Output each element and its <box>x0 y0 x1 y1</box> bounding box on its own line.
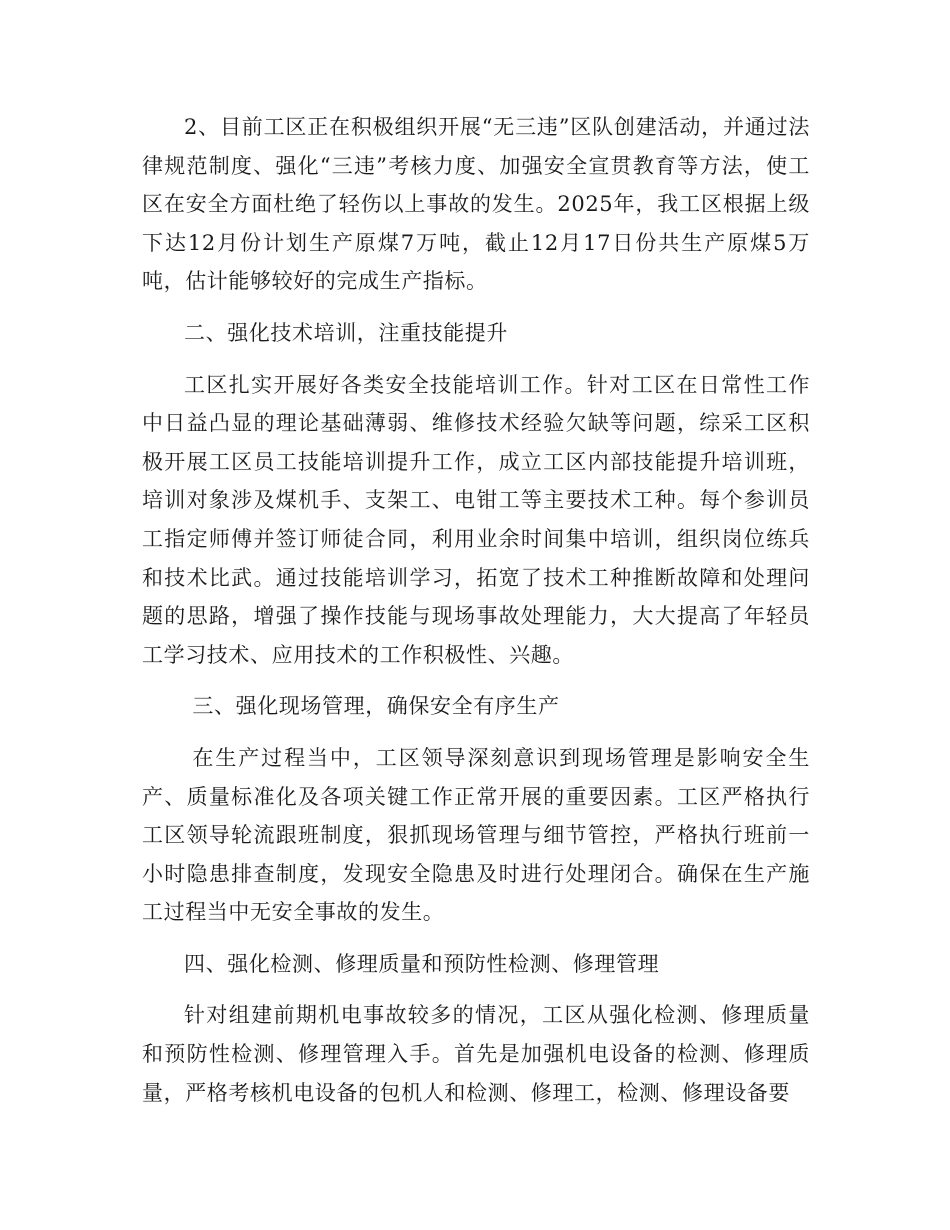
paragraph-gap <box>142 983 810 996</box>
section-heading-site-management: 三、强化现场管理，确保安全有序生产 <box>192 694 560 719</box>
paragraph-site-management: 在生产过程当中，工区领导深刻意识到现场管理是影响安全生产、质量标准化及各项关键工作正常开展的重要因素。工区严格执行工区领导轮流跟班制度，狠抓现场管理与细节管控，严格执行班前一小时隐患排查制度，发现安全隐患及时进行处理闭合。确保在生产施工过程当中无安全事故的发生。 <box>142 745 810 925</box>
paragraph-gap <box>142 932 810 945</box>
paragraph-gap <box>142 353 810 366</box>
document-page <box>142 108 810 1112</box>
paragraph-gap <box>142 726 810 739</box>
paragraph-training: 工区扎实开展好各类安全技能培训工作。针对工区在日常性工作中日益凸显的理论基础薄弱、维修技术经验欠缺等问题，综采工区积极开展工区员工技能培训提升工作，成立工区内部技能提升培训班，培训对象涉及煤机手、支架工、电钳工等主要技术工种。每个参训员工指定师傅并签订师徒合同，利用业余时间集中培训，组织岗位练兵和技术比武。通过技能培训学习，拓宽了技术工种推断故障和处理问题的思路，增强了操作技能与现场事故处理能力，大大提高了年轻员工学习技术、应用技术的工作积极性、兴趣。 <box>142 372 810 667</box>
paragraph-gap <box>142 674 810 687</box>
section-heading-training: 二、强化技术培训，注重技能提升 <box>184 320 508 345</box>
paragraph-maintenance: 针对组建前期机电事故较多的情况，工区从强化检测、修理质量和预防性检测、修理管理入手。首先是加强机电设备的检测、修理质量，严格考核机电设备的包机人和检测、修理工，检测、修理设备要 <box>142 1003 810 1105</box>
paragraph-safety-production: 2、目前工区正在积极组织开展“无三违”区队创建活动，并通过法律规范制度、强化“三违”考核力度、加强安全宣贯教育等方法，使工区在安全方面杜绝了轻伤以上事故的发生。2025年，我工区根据上级下达12月份计划生产原煤7万吨，截止12月17日份共生产原煤5万吨，估计能够较好的完成生产指标。 <box>142 115 810 294</box>
paragraph-gap <box>142 301 810 314</box>
section-heading-maintenance: 四、强化检测、修理质量和预防性检测、修理管理 <box>184 951 660 976</box>
